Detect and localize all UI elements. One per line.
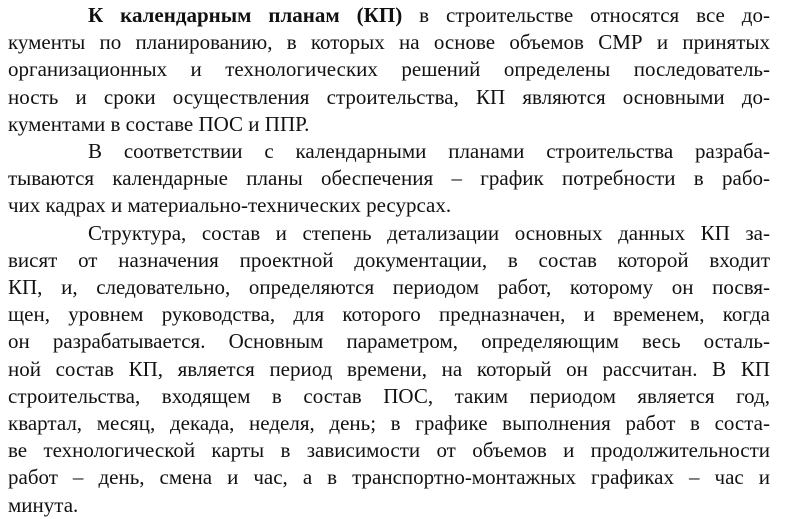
text-line: КП, и, следовательно, определяются периодом работ, которому он посвя- [8, 275, 770, 300]
text-line: В соответствии с календарными планами строительства разраба- [88, 139, 770, 164]
text-line: тываются календарные планы обеспечения – график потребности в рабо- [8, 166, 770, 191]
text-line: минута. [8, 492, 79, 517]
text-line: квартал, месяц, декада, неделя, день; в графике выполнения работ в соста- [8, 411, 770, 436]
text-line: кументы по планированию, в которых на основе объемов СМР и принятых [8, 30, 770, 55]
text-line: работ – день, смена и час, а в транспортно-монтажных графиках – час и [8, 465, 770, 490]
text-line [8, 2, 770, 29]
paragraph-structure [8, 220, 770, 519]
text-line: чих кадрах и материально-технических ресурсах. [8, 193, 452, 218]
text-line: щен, уровнем руководства, для которого предназначен, и временем, когда [8, 302, 770, 327]
text-line: он разрабатывается. Основным параметром, определяющим весь осталь- [8, 329, 770, 354]
text-line: строительства, входящем в состав ПОС, таким периодом является год, [8, 383, 770, 408]
text-line: ной состав КП, является период времени, на который он рассчитан. В КП [8, 356, 770, 381]
text-line: кументами в составе ПОС и ППР. [8, 111, 310, 136]
paragraph-provision-plans [8, 138, 770, 220]
text-line: висят от назначения проектной документации, в состав которой входит [8, 247, 770, 272]
text-line: Структура, состав и степень детализации основных данных КП за- [88, 220, 770, 245]
document-page [8, 2, 770, 519]
line-text: в строительстве относятся все до- [402, 3, 770, 27]
text-line: ность и сроки осуществления строительства, КП являются основными до- [8, 84, 770, 109]
text-line: ве технологической карты в зависимости от объемов и продолжительности [8, 438, 770, 463]
text-line: организационных и технологических решений определены последователь- [8, 57, 770, 82]
bold-term: К календарным планам (КП) [88, 3, 403, 27]
paragraph-definition [8, 2, 770, 138]
